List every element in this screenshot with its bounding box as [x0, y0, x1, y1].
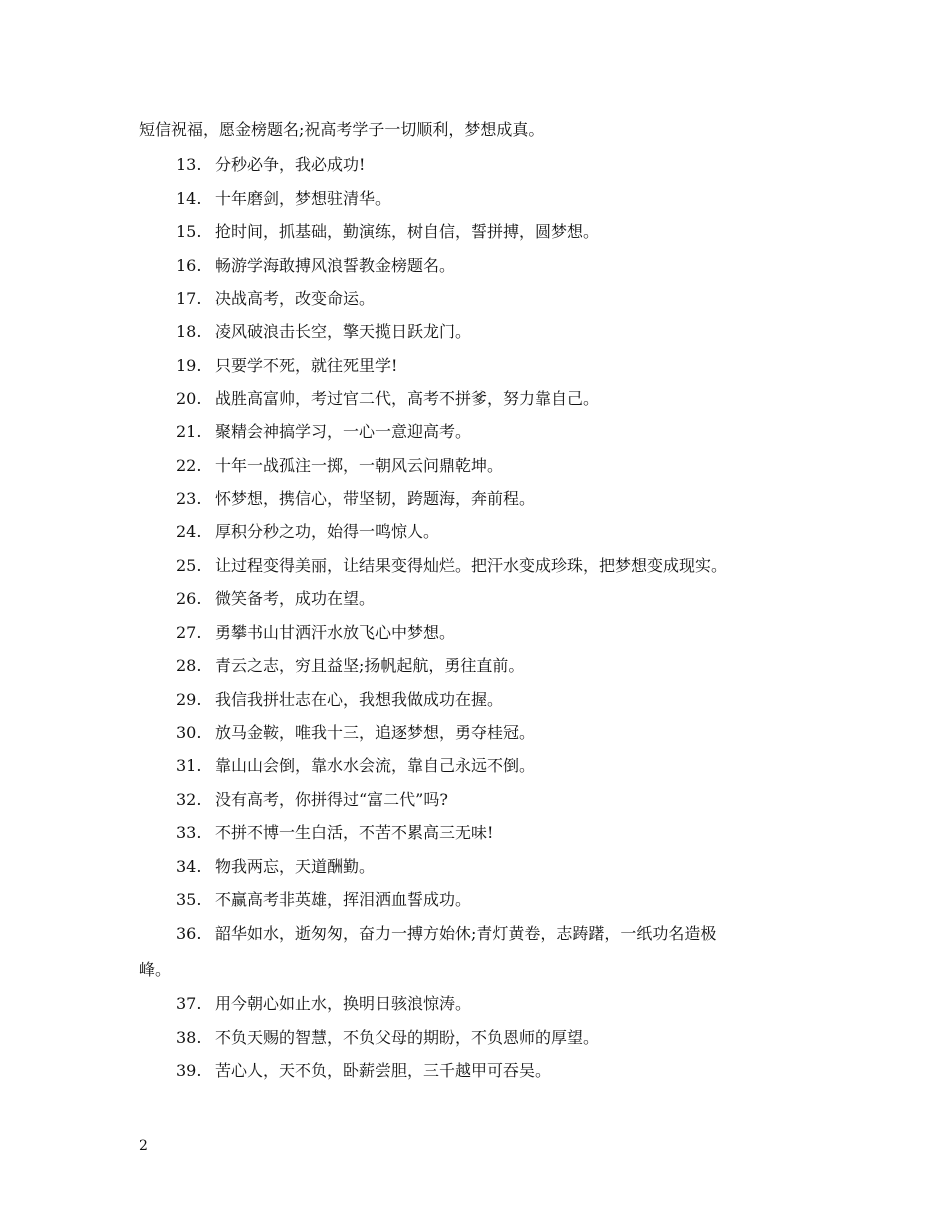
list-item [176, 857, 375, 877]
item-text: 物我两忘，天道酬勤。 [215, 857, 376, 876]
item-text: 靠山山会倒，靠水水会流，靠自己永远不倒。 [215, 756, 536, 775]
item-text: 苦心人，天不负，卧薪尝胆，三千越甲可吞吴。 [215, 1061, 552, 1080]
item-number: 21. [176, 422, 202, 441]
list-item [176, 690, 503, 710]
item-text: 青云之志，穷且益坚;扬帆起航，勇往直前。 [215, 656, 525, 675]
item-text: 不负天赐的智慧，不负父母的期盼，不负恩师的厚望。 [215, 1028, 600, 1047]
list-item [176, 623, 455, 643]
item-text: 十年磨剑，梦想驻清华。 [215, 189, 392, 208]
list-item [176, 456, 503, 476]
item-number: 26. [176, 589, 202, 608]
list-item [176, 155, 365, 175]
list-item [176, 756, 535, 776]
item-number: 37. [176, 994, 202, 1013]
item-number: 16. [176, 256, 202, 275]
item-number: 24. [176, 522, 202, 541]
list-item [176, 489, 535, 509]
item-number: 22. [176, 456, 202, 475]
list-item [176, 189, 391, 209]
item-text: 不拼不博一生白活，不苦不累高三无味! [215, 823, 494, 842]
item-text: 战胜高富帅，考过官二代，高考不拼爹，努力靠自己。 [215, 389, 600, 408]
list-item [176, 356, 397, 376]
item-text: 厚积分秒之功，始得一鸣惊人。 [215, 522, 440, 541]
page-number: 2 [139, 1138, 148, 1154]
item-number: 20. [176, 389, 202, 408]
item-number: 23. [176, 489, 202, 508]
item-text: 十年一战孤注一掷，一朝风云问鼎乾坤。 [215, 456, 504, 475]
item-text: 勇攀书山甘洒汗水放飞心中梦想。 [215, 623, 456, 642]
list-item [176, 723, 535, 743]
item-number: 39. [176, 1061, 202, 1080]
list-item [176, 522, 439, 542]
list-item [176, 389, 599, 409]
item-number: 13. [176, 155, 202, 174]
item-number: 29. [176, 690, 202, 709]
list-item [176, 289, 375, 309]
item-text: 决战高考，改变命运。 [215, 289, 376, 308]
item-text: 凌风破浪击长空，擎天揽日跃龙门。 [215, 322, 472, 341]
list-item [176, 890, 471, 910]
item-number: 34. [176, 857, 202, 876]
item-text: 用今朝心如止水，换明日骇浪惊涛。 [215, 994, 472, 1013]
item-number: 17. [176, 289, 202, 308]
item-number: 27. [176, 623, 202, 642]
list-item [176, 1028, 599, 1048]
list-item [176, 222, 599, 242]
list-item [176, 256, 455, 276]
list-item [176, 924, 716, 944]
item-number: 31. [176, 756, 202, 775]
list-item [176, 790, 448, 810]
list-item [176, 322, 471, 342]
list-item [176, 556, 727, 576]
item-number: 32. [176, 790, 202, 809]
item-number: 18. [176, 322, 202, 341]
list-item [176, 656, 524, 676]
list-item [176, 1061, 551, 1081]
item-number: 28. [176, 656, 202, 675]
item-text: 我信我拼壮志在心，我想我做成功在握。 [215, 690, 504, 709]
item-number: 14. [176, 189, 202, 208]
item-text: 只要学不死，就往死里学! [215, 356, 398, 375]
list-item [176, 422, 471, 442]
item-number: 30. [176, 723, 202, 742]
item-text: 不赢高考非英雄，挥泪洒血誓成功。 [215, 890, 472, 909]
list-item [176, 994, 471, 1014]
item-number: 33. [176, 823, 202, 842]
item-number: 15. [176, 222, 202, 241]
continuation-line: 短信祝福，愿金榜题名;祝高考学子一切顺利，梦想成真。 [139, 120, 545, 139]
item-text: 让过程变得美丽，让结果变得灿烂。把汗水变成珍珠，把梦想变成现实。 [215, 556, 728, 575]
item-number: 35. [176, 890, 202, 909]
item-number: 25. [176, 556, 202, 575]
item-number: 36. [176, 924, 202, 943]
item-text: 放马金鞍，唯我十三，追逐梦想，勇夺桂冠。 [215, 723, 536, 742]
list-item-continuation: 峰。 [139, 960, 172, 979]
item-text: 没有高考，你拼得过“富二代”吗? [215, 790, 448, 809]
item-text: 怀梦想，携信心，带坚韧，跨题海，奔前程。 [215, 489, 536, 508]
item-text: 畅游学海敢搏风浪誓教金榜题名。 [215, 256, 456, 275]
item-text: 聚精会神搞学习，一心一意迎高考。 [215, 422, 472, 441]
item-number: 19. [176, 356, 202, 375]
item-text: 分秒必争，我必成功! [215, 155, 366, 174]
item-text: 韶华如水，逝匆匆，奋力一搏方始休;青灯黄卷，志踌躇，一纸功名造极 [215, 924, 717, 943]
item-number: 38. [176, 1028, 202, 1047]
item-text: 微笑备考，成功在望。 [215, 589, 376, 608]
list-item [176, 823, 493, 843]
item-text: 抢时间，抓基础，勤演练，树自信，誓拼搏，圆梦想。 [215, 222, 600, 241]
list-item [176, 589, 375, 609]
